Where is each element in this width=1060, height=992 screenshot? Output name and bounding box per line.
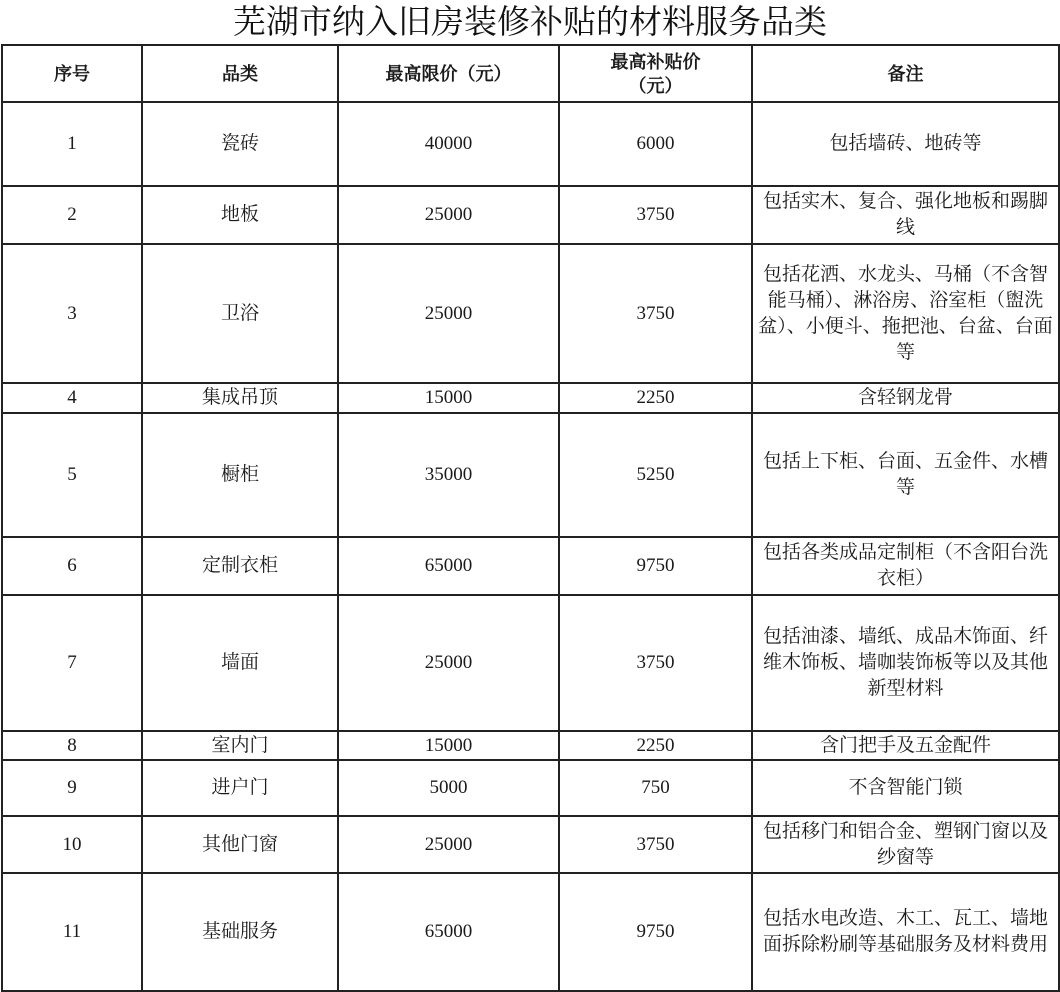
cell-max-price: 65000 [338, 537, 559, 595]
cell-note: 包括实木、复合、强化地板和踢脚线 [752, 186, 1059, 244]
cell-max-price: 5000 [338, 760, 559, 816]
cell-max-price: 25000 [338, 186, 559, 244]
cell-max-subsidy: 3750 [559, 816, 752, 873]
cell-max-price: 15000 [338, 731, 559, 760]
table-row [2, 102, 1059, 186]
table-row [2, 731, 1059, 760]
subsidy-category-table [1, 44, 1060, 992]
cell-category: 橱柜 [142, 413, 338, 537]
cell-category: 室内门 [142, 731, 338, 760]
cell-note: 包括油漆、墙纸、成品木饰面、纤维木饰板、墙咖装饰板等以及其他新型材料 [752, 595, 1059, 731]
table-row [2, 595, 1059, 731]
header-max-price: 最高限价（元） [338, 45, 559, 102]
cell-no: 6 [2, 537, 142, 595]
header-max-subsidy-line1: 最高补贴价 [610, 51, 701, 72]
cell-max-price: 15000 [338, 383, 559, 413]
cell-no: 7 [2, 595, 142, 731]
header-no: 序号 [2, 45, 142, 102]
cell-max-subsidy: 6000 [559, 102, 752, 186]
cell-category: 地板 [142, 186, 338, 244]
cell-max-price: 25000 [338, 816, 559, 873]
cell-note: 包括各类成品定制柜（不含阳台洗衣柜） [752, 537, 1059, 595]
cell-note: 包括移门和铝合金、塑钢门窗以及纱窗等 [752, 816, 1059, 873]
table-header-row [2, 45, 1059, 102]
cell-note: 含门把手及五金配件 [752, 731, 1059, 760]
cell-category: 瓷砖 [142, 102, 338, 186]
table-row [2, 383, 1059, 413]
cell-category: 其他门窗 [142, 816, 338, 873]
cell-category: 墙面 [142, 595, 338, 731]
cell-max-price: 35000 [338, 413, 559, 537]
cell-no: 5 [2, 413, 142, 537]
cell-max-subsidy: 3750 [559, 244, 752, 383]
cell-category: 基础服务 [142, 873, 338, 991]
cell-max-subsidy: 9750 [559, 537, 752, 595]
header-note: 备注 [752, 45, 1059, 102]
cell-no: 11 [2, 873, 142, 991]
cell-max-subsidy: 2250 [559, 383, 752, 413]
table-row [2, 244, 1059, 383]
cell-no: 10 [2, 816, 142, 873]
cell-max-subsidy: 2250 [559, 731, 752, 760]
cell-no: 2 [2, 186, 142, 244]
cell-max-subsidy: 3750 [559, 186, 752, 244]
cell-category: 定制衣柜 [142, 537, 338, 595]
table-row [2, 760, 1059, 816]
header-max-subsidy [559, 45, 752, 102]
cell-category: 卫浴 [142, 244, 338, 383]
document-title: 芜湖市纳入旧房装修补贴的材料服务品类 [233, 5, 827, 41]
cell-max-subsidy: 750 [559, 760, 752, 816]
cell-max-subsidy: 5250 [559, 413, 752, 537]
table-row [2, 186, 1059, 244]
cell-max-price: 40000 [338, 102, 559, 186]
table-row [2, 537, 1059, 595]
table-row [2, 873, 1059, 991]
cell-note: 含轻钢龙骨 [752, 383, 1059, 413]
cell-no: 8 [2, 731, 142, 760]
cell-note: 包括上下柜、台面、五金件、水槽等 [752, 413, 1059, 537]
cell-no: 1 [2, 102, 142, 186]
cell-no: 9 [2, 760, 142, 816]
header-category: 品类 [142, 45, 338, 102]
cell-max-subsidy: 9750 [559, 873, 752, 991]
cell-max-price: 25000 [338, 595, 559, 731]
cell-note: 包括墙砖、地砖等 [752, 102, 1059, 186]
cell-category: 进户门 [142, 760, 338, 816]
cell-category: 集成吊顶 [142, 383, 338, 413]
cell-note: 不含智能门锁 [752, 760, 1059, 816]
cell-max-price: 65000 [338, 873, 559, 991]
cell-max-subsidy: 3750 [559, 595, 752, 731]
cell-no: 4 [2, 383, 142, 413]
cell-max-price: 25000 [338, 244, 559, 383]
cell-note: 包括水电改造、木工、瓦工、墙地面拆除粉刷等基础服务及材料费用 [752, 873, 1059, 991]
header-max-subsidy-line2: （元） [628, 75, 683, 96]
cell-note: 包括花洒、水龙头、马桶（不含智能马桶）、淋浴房、浴室柜（盥洗盆）、小便斗、拖把池、台盆、台面等 [752, 244, 1059, 383]
table-row [2, 816, 1059, 873]
cell-no: 3 [2, 244, 142, 383]
table-row [2, 413, 1059, 537]
